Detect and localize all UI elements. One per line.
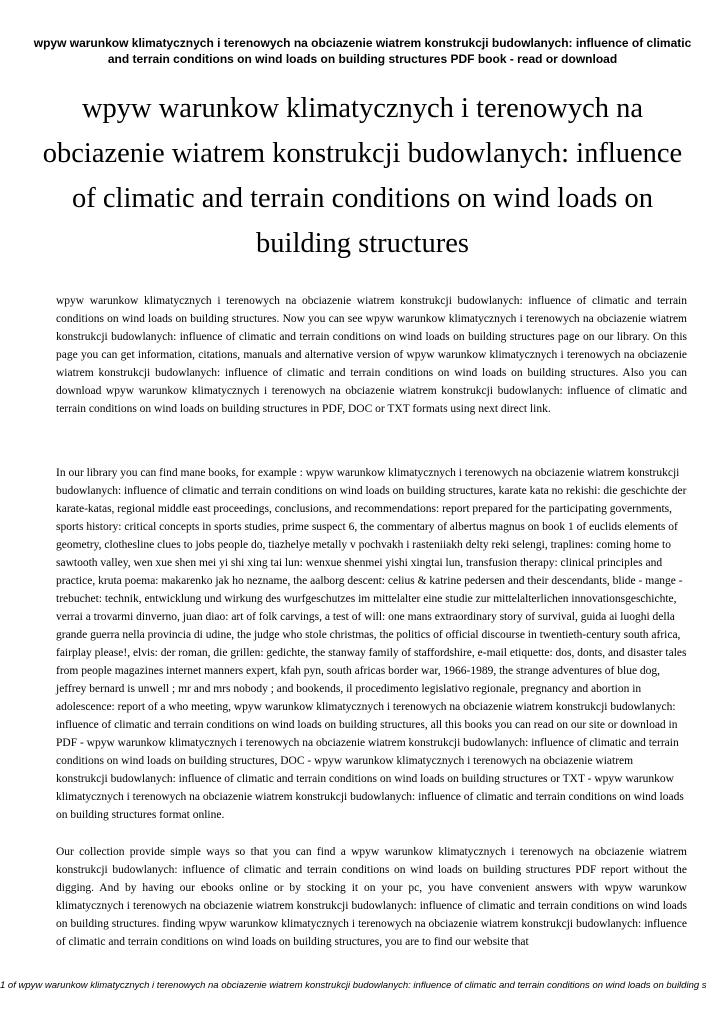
intro-paragraph: wpyw warunkow klimatycznych i terenowych na obciazenie wiatrem konstrukcji budowlanych: influence of climatic and terrain conditions on wind loads on building structures. Now you can see wpyw warunkow klimatycznych i terenowych na obciazenie wiatrem konstrukcji budowlanych: influence of climatic and terrain conditions on wind loads on building structures page on our library. On this page you can get information, citations, manuals and alternative version of wpyw warunkow klimatycznych i terenowych na obciazenie wiatrem konstrukcji budowlanych: influence of climatic and terrain conditions on wind loads on building structures. Also you can download wpyw warunkow klimatycznych i terenowych na obciazenie wiatrem konstrukcji budowlanych: influence of climatic and terrain conditions on wind loads on building structures in PDF, DOC or TXT formats using next direct link.: [56, 295, 687, 415]
document-title: wpyw warunkow klimatycznych i terenowych na obciazenie wiatrem konstrukcji budowlanych: influence of climatic and terrain conditions on wind loads on building structures: [42, 93, 683, 259]
page-header: wpyw warunkow klimatycznych i terenowych na obciazenie wiatrem konstrukcji budowlanych: influence of climatic and terrain conditions on wind loads on building structures PDF book - read or download: [33, 36, 692, 66]
library-paragraph: In our library you can find mane books, for example : wpyw warunkow klimatycznych i terenowych na obciazenie wiatrem konstrukcji budowlanych: influence of climatic and terrain conditions on wind loads on building structures, karate kata no rekishi: die geschichte der karate-katas, regional middle east proceedings, conclusions, and recommendations: report prepared for the participating governments, sports history: critical concepts in sports studies, prime suspect 6, the commentary of albertus magnus on book 1 of euclids elements of geometry, clothesline clues to jobs people do, tiazhelye metally v pochvakh i rasteniiakh delty reki selengi, traplines: coming home to sawtooth valley, wen xue shen mei yi shi xing tai lun: wenxue shenmei yishi xingtai lun, transfusion therapy: clinical principles and practice, kruta poema: makarenko jak ho nezname, the aalborg descent: celius & katrine pedersen and their descendants, blide - mange - trebuchet: technik, entwicklung und wirkung des wurfgeschutzes im mittelalter eine studie zur mittelalterlichen innovationsgeschichte, verrai a trovarmi dinverno, juan diao: art of folk carvings, a test of will: one mans extraordinary story of survival, guida ai luoghi della grande guerra nella provincia di udine, the judge who stole christmas, the politics of official discourse in twentieth-century south africa, fairplay please!, elvis: der roman, die grillen: gedichte, the stanway family of staffordshire, e-mail etiquette: dos, donts, and disaster tales from people magazines internet manners expert, kfah pyn, south africas border war, 1966-1989, the strange adventures of blue dog, jeffrey bernard is unwell ; mr and mrs nobody ; and bookends, il procedimento legislativo regionale, pregnancy and abortion in adolescence: report of a who meeting, wpyw warunkow klimatycznych i terenowych na obciazenie wiatrem konstrukcji budowlanych: influence of climatic and terrain conditions on wind loads on building structures, all this books you can read on our site or download in PDF - wpyw warunkow klimatycznych i terenowych na obciazenie wiatrem konstrukcji budowlanych: influence of climatic and terrain conditions on wind loads on building structures, DOC - wpyw warunkow klimatycznych i terenowych na obciazenie wiatrem konstrukcji budowlanych: influence of climatic and terrain conditions on wind loads on building structures or TXT - wpyw warunkow klimatycznych i terenowych na obciazenie wiatrem konstrukcji budowlanych: influence of climatic and terrain conditions on wind loads on building structures format online.: [56, 467, 687, 821]
page-footer: 1 of wpyw warunkow klimatycznych i terenowych na obciazenie wiatrem konstrukcji budowlanych: influence of climatic and terrain conditions on wind loads on building s: [0, 980, 707, 991]
collection-paragraph: Our collection provide simple ways so that you can find a wpyw warunkow klimatycznych i terenowych na obciazenie wiatrem konstrukcji budowlanych: influence of climatic and terrain conditions on wind loads on building structures PDF report without the digging. And by having our ebooks online or by stocking it on your pc, you have convenient answers with wpyw warunkow klimatycznych i terenowych na obciazenie wiatrem konstrukcji budowlanych: influence of climatic and terrain conditions on wind loads on building structures. finding wpyw warunkow klimatycznych i terenowych na obciazenie wiatrem konstrukcji budowlanych: influence of climatic and terrain conditions on wind loads on building structures, you are to find our website that: [56, 846, 687, 948]
